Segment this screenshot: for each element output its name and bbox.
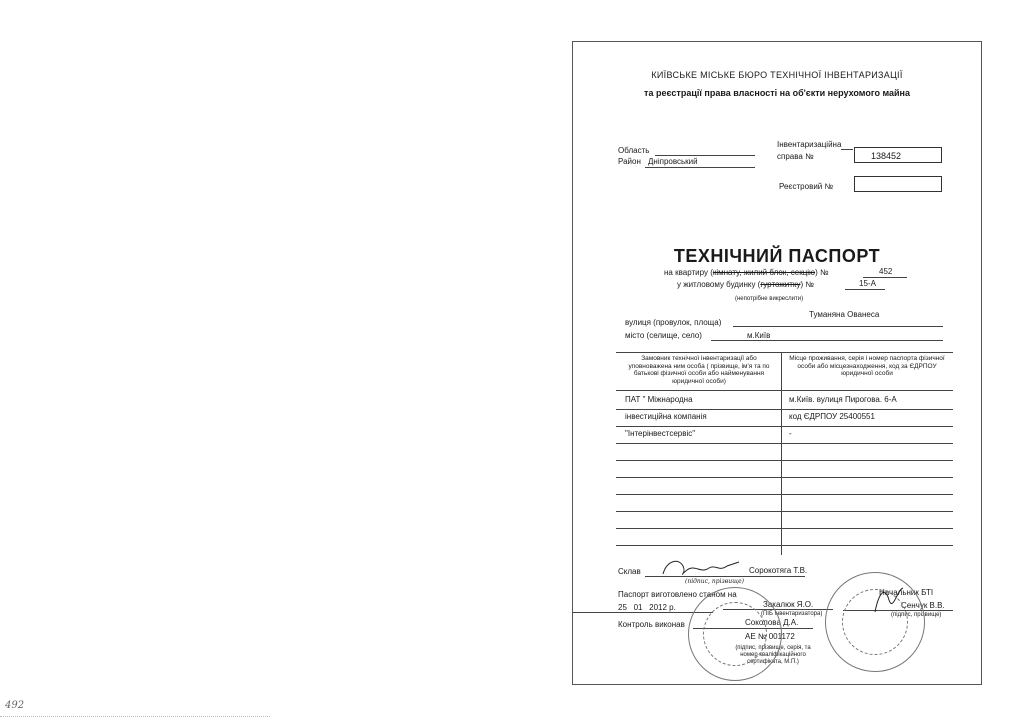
oblast-field-line bbox=[655, 155, 755, 156]
sklav-label: Склав bbox=[618, 567, 641, 576]
table-cell-customer: "Інтерінвестсервіс" bbox=[625, 429, 696, 438]
building-number: 15-А bbox=[859, 279, 876, 288]
table-row-line bbox=[616, 426, 953, 427]
street-field-line bbox=[733, 326, 943, 327]
registry-box bbox=[854, 176, 942, 192]
table-column-divider bbox=[781, 352, 782, 555]
table-row-line bbox=[616, 528, 953, 529]
chief-caption: (підпис, прізвище) bbox=[891, 612, 942, 618]
building-struck-option: гуртожитку bbox=[760, 280, 801, 289]
table-header-customer: Замовник технічної інвентаризації або уповноважена ним особа ( прізвище, ім'я та по батькові фізичної особи або найменування юридичної особи) bbox=[628, 355, 770, 385]
raion-value: Дніпровський bbox=[648, 157, 698, 166]
sklav-name-line bbox=[685, 576, 805, 577]
building-prefix: у житловому будинку ( bbox=[677, 280, 761, 289]
date-year: 2012 р. bbox=[649, 603, 676, 612]
technical-passport-page bbox=[572, 41, 982, 685]
certificate-number: АЕ № 001172 bbox=[745, 632, 795, 641]
apartment-prefix: на квартиру ( bbox=[664, 268, 713, 277]
control-caption-2: номер кваліфікаційного bbox=[740, 652, 806, 658]
apartment-line bbox=[664, 268, 829, 277]
control-name: Соколова Д.А. bbox=[745, 618, 799, 627]
table-row-line bbox=[616, 545, 953, 546]
inventory-case-number: 138452 bbox=[871, 151, 902, 161]
sklav-name: Сорокотяга Т.В. bbox=[749, 566, 808, 575]
table-row-line bbox=[616, 511, 953, 512]
table-row-line bbox=[616, 443, 953, 444]
city-field-line bbox=[711, 340, 943, 341]
apartment-number-line bbox=[863, 277, 907, 278]
apartment-suffix: ) № bbox=[815, 268, 829, 277]
inventory-case-label: Інвентаризаційна bbox=[777, 140, 842, 149]
bti-stamp-left-inner bbox=[703, 602, 767, 666]
executor-caption: (ПІБ інвентаризатора) bbox=[761, 611, 823, 617]
chief-name: Сенчук В.В. bbox=[901, 601, 945, 610]
table-row-line bbox=[616, 494, 953, 495]
table-header-line bbox=[616, 390, 953, 391]
inventory-connector bbox=[841, 149, 853, 150]
date-month: 01 bbox=[633, 603, 643, 612]
raion-field-line bbox=[645, 167, 755, 168]
executor-name: Закалюк Я.О. bbox=[763, 600, 814, 609]
inventory-case-label-2: справа № bbox=[777, 152, 814, 161]
control-caption-3: сертифіката, М.П.) bbox=[747, 659, 799, 665]
margin-page-number: 492 bbox=[5, 700, 25, 711]
table-cell-address: - bbox=[789, 429, 792, 438]
bureau-subtitle: та реєстрації права власності на об'єкти нерухомого майна bbox=[644, 88, 910, 98]
raion-label: Район bbox=[618, 157, 641, 166]
building-suffix: ) № bbox=[800, 280, 814, 289]
apartment-number: 452 bbox=[879, 267, 893, 276]
table-cell-address: код ЄДРПОУ 25400551 bbox=[789, 412, 875, 421]
table-top-line bbox=[616, 352, 953, 353]
table-header-address: Місце проживання, серія і номер паспорта фізичної особи або місцезнаходження, код за ЄДРПОУ юридичної особи bbox=[789, 355, 945, 377]
city-value: м.Київ bbox=[747, 331, 771, 340]
city-label: місто (селище, село) bbox=[625, 331, 702, 340]
table-row-line bbox=[616, 460, 953, 461]
chief-signature bbox=[869, 582, 909, 622]
oblast-label: Область bbox=[618, 146, 650, 155]
bti-stamp-left bbox=[688, 587, 782, 681]
bureau-name: КИЇВСЬКЕ МІСЬКЕ БЮРО ТЕХНІЧНОЇ ІНВЕНТАРИЗАЦІЇ bbox=[651, 70, 903, 80]
control-caption-1: (підпис, прізвище, серія, та bbox=[735, 645, 811, 651]
street-value: Туманяна Ованеса bbox=[809, 310, 880, 319]
table-cell-customer: ПАТ " Міжнародна bbox=[625, 395, 693, 404]
scan-edge-line bbox=[0, 716, 270, 717]
prepared-label: Паспорт виготовлено станом на bbox=[618, 590, 737, 599]
chief-label: Начальник БТІ bbox=[879, 588, 934, 597]
strike-out-note: (непотрібне викреслити) bbox=[735, 296, 804, 302]
prepared-date bbox=[618, 603, 676, 612]
street-label: вулиця (провулок, площа) bbox=[625, 318, 722, 327]
table-cell-address: м.Київ. вулиця Пирогова. 6-А bbox=[789, 395, 897, 404]
date-day: 25 bbox=[618, 603, 627, 612]
building-line bbox=[677, 280, 814, 289]
document-title: ТЕХНІЧНИЙ ПАСПОРТ bbox=[673, 246, 881, 266]
table-row-line bbox=[616, 409, 953, 410]
table-row-line bbox=[616, 477, 953, 478]
registry-label: Реєстровий № bbox=[779, 182, 834, 191]
building-number-line bbox=[845, 289, 885, 290]
inventory-case-box bbox=[854, 147, 942, 163]
sklav-caption: (підпис, прізвище) bbox=[685, 578, 744, 585]
table-cell-customer: інвестиційна компанія bbox=[625, 412, 707, 421]
apartment-struck-options: кімнату, жилий блок, секцію bbox=[712, 268, 816, 277]
control-label: Контроль виконав bbox=[618, 620, 685, 629]
